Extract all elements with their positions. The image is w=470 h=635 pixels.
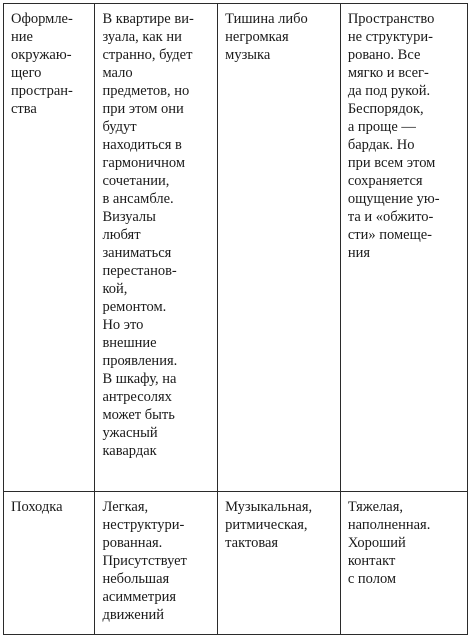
cell-text-line: ровано. Все — [347, 47, 421, 63]
cell-text-line: предметов, но — [102, 83, 190, 99]
cell-text-line: движений — [102, 607, 164, 623]
cell-text-line: негромкая — [225, 29, 289, 45]
cell-text-line: та и «обжито- — [347, 209, 434, 225]
cell-text-line: контакт — [347, 553, 396, 569]
table-cell-kinesthetic — [340, 492, 467, 635]
table-cell-audial — [218, 4, 341, 492]
table-cell-audial — [218, 492, 341, 635]
cell-text-line: кавардак — [102, 443, 157, 459]
cell-text-line: Музыкальная, — [225, 499, 313, 515]
cell-text-line: зуала, как ни — [102, 29, 182, 45]
comparison-table — [3, 3, 468, 635]
cell-text-line: любят — [102, 227, 141, 243]
cell-text-line: кой, — [102, 281, 128, 297]
cell-text-line: а проще — — [347, 119, 416, 135]
cell-text-line: ощущение ую- — [347, 191, 440, 207]
cell-text-line: сти» помеще- — [347, 227, 433, 243]
table-row — [4, 4, 468, 492]
cell-text-line: мало — [102, 65, 133, 81]
cell-text-line: неструктури- — [102, 517, 185, 533]
table-cell-category — [4, 4, 95, 492]
cell-text-line: не структури- — [347, 29, 433, 45]
cell-text-line: мягко и всег- — [347, 65, 429, 81]
table-cell-category — [4, 492, 95, 635]
cell-text-line: может быть — [102, 407, 175, 423]
cell-text-line: антресолях — [102, 389, 172, 405]
cell-text-line: Визуалы — [102, 209, 156, 225]
cell-text-line: с полом — [347, 571, 397, 587]
cell-text-line: Оформле- — [11, 11, 73, 27]
cell-text-line: да под рукой. — [347, 83, 431, 99]
cell-text-line: внешние — [102, 335, 157, 351]
cell-text-line: заниматься — [102, 245, 172, 261]
cell-text-line: В квартире ви- — [102, 11, 194, 27]
table-cell-kinesthetic — [340, 4, 467, 492]
cell-text-line: ужасный — [102, 425, 158, 441]
cell-text-line: проявления. — [102, 353, 178, 369]
cell-text-line: тактовая — [225, 535, 279, 551]
cell-text-line: асимметрия — [102, 589, 177, 605]
cell-text-line: Походка — [11, 499, 63, 515]
cell-text-line: Но это — [102, 317, 144, 333]
cell-text-line: музыка — [225, 47, 271, 63]
cell-text-line: окружаю- — [11, 47, 72, 63]
cell-text-line: щего — [11, 65, 42, 81]
cell-text-line: простран- — [11, 83, 73, 99]
table-cell-visual — [95, 492, 218, 635]
cell-text-line: будут — [102, 119, 137, 135]
cell-text-line: Хороший — [347, 535, 406, 551]
cell-text-line: гармоничном — [102, 155, 186, 171]
cell-text-line: Присутствует — [102, 553, 187, 569]
cell-text-line: сочетании, — [102, 173, 170, 189]
cell-text-line: перестанов- — [102, 263, 177, 279]
cell-text-line: странно, будет — [102, 47, 193, 63]
cell-text-line: Пространство — [347, 11, 435, 27]
cell-text-line: ремонтом. — [102, 299, 167, 315]
cell-text-line: небольшая — [102, 571, 170, 587]
cell-text-line: при этом они — [102, 101, 184, 117]
cell-text-line: наполненная. — [347, 517, 431, 533]
cell-text-line: Тишина либо — [225, 11, 308, 27]
cell-text-line: рованная. — [102, 535, 163, 551]
cell-text-line: Тяжелая, — [347, 499, 404, 515]
table-row — [4, 492, 468, 635]
cell-text-line: Беспорядок, — [347, 101, 424, 117]
cell-text-line: находиться в — [102, 137, 182, 153]
cell-text-line: В шкафу, на — [102, 371, 177, 387]
cell-text-line: при всем этом — [347, 155, 436, 171]
cell-text-line: в ансамбле. — [102, 191, 174, 207]
cell-text-line: ства — [11, 101, 37, 117]
cell-text-line: бардак. Но — [347, 137, 415, 153]
cell-text-line: сохраняется — [347, 173, 423, 189]
cell-text-line: ритмическая, — [225, 517, 308, 533]
cell-text-line: ние — [11, 29, 33, 45]
table-cell-visual — [95, 4, 218, 492]
cell-text-line: Легкая, — [102, 499, 149, 515]
cell-text-line: ния — [347, 245, 371, 261]
